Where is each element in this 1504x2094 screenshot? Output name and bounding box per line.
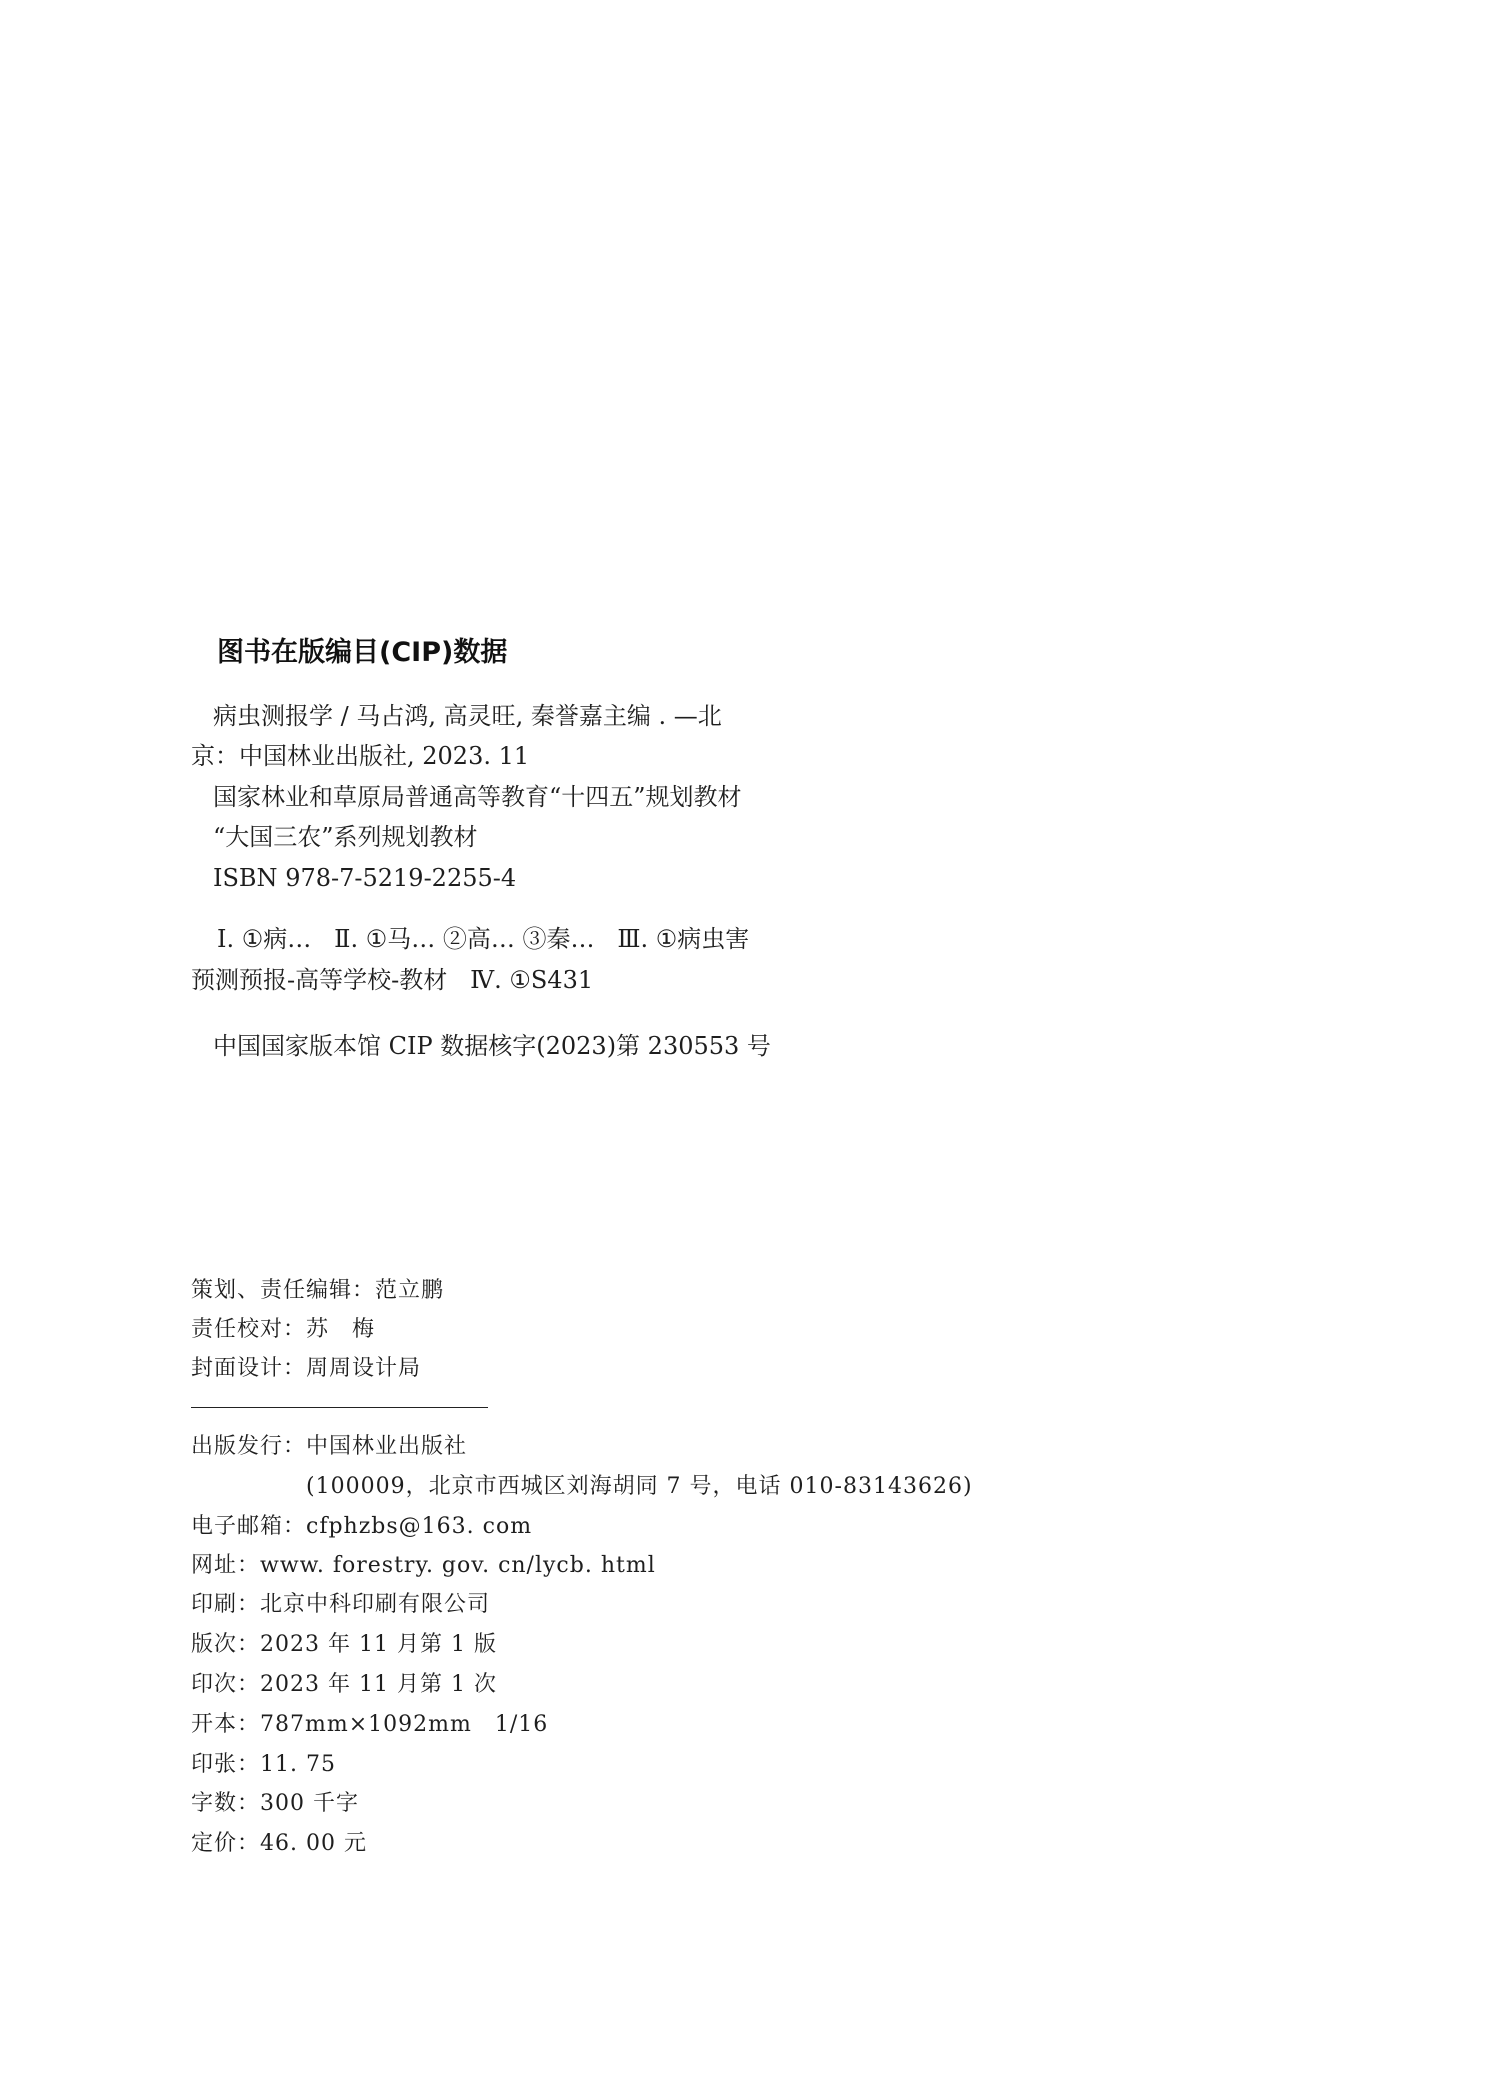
cip-approval-number: 中国国家版本馆 CIP 数据核字(2023)第 230553 号 xyxy=(213,1032,771,1060)
cip-line-title: 病虫测报学 / 马占鸿, 高灵旺, 秦誉嘉主编 . —北 xyxy=(213,702,722,730)
pub-address: (100009，北京市西城区刘海胡同 7 号，电话 010-83143626) xyxy=(306,1474,973,1499)
pub-format: 开本：787mm×1092mm 1/16 xyxy=(191,1712,549,1737)
divider-rule xyxy=(191,1407,488,1408)
credit-editor: 策划、责任编辑：范立鹏 xyxy=(191,1278,445,1303)
credit-cover-design: 封面设计：周周设计局 xyxy=(191,1356,422,1381)
pub-sheets: 印张：11. 75 xyxy=(191,1752,336,1777)
pub-word-count: 字数：300 千字 xyxy=(191,1791,359,1816)
pub-edition: 版次：2023 年 11 月第 1 版 xyxy=(191,1632,497,1657)
pub-price: 定价：46. 00 元 xyxy=(191,1831,367,1856)
cip-classification-2: 预测预报-高等学校-教材 Ⅳ. ①S431 xyxy=(191,966,594,994)
cip-line-series-1: 国家林业和草原局普通高等教育“十四五”规划教材 xyxy=(213,783,742,811)
pub-email: 电子邮箱：cfphzbs@163. com xyxy=(191,1514,533,1539)
cip-line-publisher: 京：中国林业出版社, 2023. 11 xyxy=(191,742,530,770)
cip-line-isbn: ISBN 978-7-5219-2255-4 xyxy=(213,864,517,892)
cip-classification-1: Ⅰ. ①病… Ⅱ. ①马… ②高… ③秦… Ⅲ. ①病虫害 xyxy=(217,925,750,953)
pub-publisher: 出版发行：中国林业出版社 xyxy=(191,1434,468,1459)
cip-line-series-2: “大国三农”系列规划教材 xyxy=(213,823,478,851)
pub-printing: 印次：2023 年 11 月第 1 次 xyxy=(191,1672,497,1697)
pub-printer: 印刷：北京中科印刷有限公司 xyxy=(191,1592,491,1617)
credit-proofreader: 责任校对：苏 梅 xyxy=(191,1317,376,1342)
pub-website: 网址：www. forestry. gov. cn/lycb. html xyxy=(191,1553,656,1578)
cip-heading: 图书在版编目(CIP)数据 xyxy=(217,637,508,668)
